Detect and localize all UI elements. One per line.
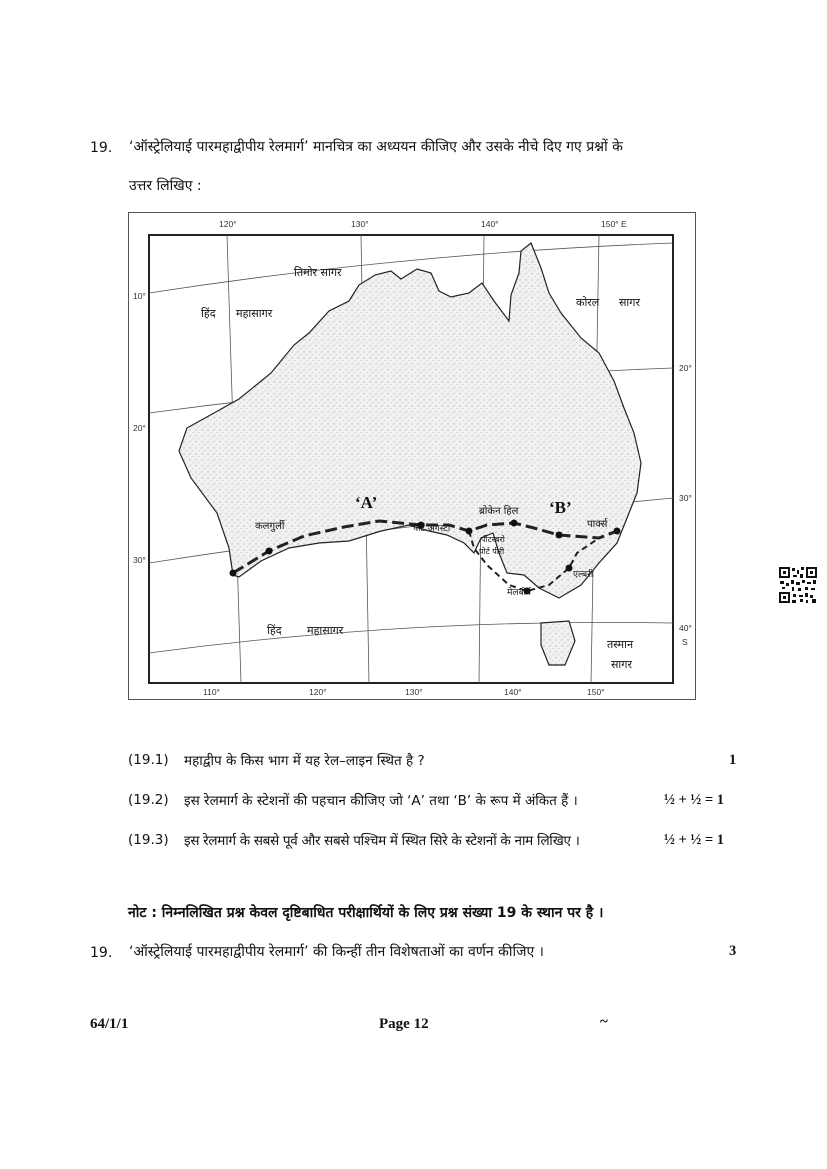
station-broken-hill: ब्रोकेन हिल bbox=[479, 506, 519, 517]
bottom-degree-110: 110° bbox=[203, 687, 220, 697]
station-dot-albury bbox=[566, 565, 573, 572]
station-dot-sydney bbox=[614, 528, 621, 535]
subq-2-number: (19.2) bbox=[128, 792, 169, 808]
station-dot-broken-hill bbox=[511, 520, 518, 527]
station-port-augusta: पोर्ट अगस्टा bbox=[413, 524, 451, 534]
right-degree-20: 20° bbox=[679, 363, 692, 373]
question-number: 19. bbox=[90, 140, 113, 156]
right-degree-30: 30° bbox=[679, 493, 692, 503]
alt-question-marks: 3 bbox=[729, 943, 737, 959]
alt-question-text: ‘ऑस्ट्रेलियाई पारमहाद्वीपीय रेलमार्ग’ की किन्हीं तीन विशेषताओं का वर्णन कीजिए । bbox=[129, 944, 544, 960]
subq-1-number: (19.1) bbox=[128, 752, 169, 768]
subq-2-text: इस रेलमार्ग के स्टेशनों की पहचान कीजिए जो ‘A’ तथा ‘B’ के रूप में अंकित हैं । bbox=[184, 793, 578, 809]
left-degree-20: 20° bbox=[133, 423, 146, 433]
label-coral-sea-1: कोरल bbox=[576, 296, 600, 309]
station-dot-parkes bbox=[556, 532, 563, 539]
australia-mainland bbox=[179, 243, 641, 598]
label-coral-sea-2: सागर bbox=[619, 296, 640, 309]
label-indian-ocean-top-2: महासागर bbox=[236, 307, 273, 320]
label-indian-ocean-bottom-1: हिंद bbox=[267, 624, 282, 637]
left-degree-10: 10° bbox=[133, 291, 146, 301]
bottom-degree-150: 150° bbox=[587, 687, 605, 697]
station-port-pirie: पोर्ट पीरी bbox=[479, 547, 505, 556]
question-text-line2: उत्तर लिखिए : bbox=[129, 178, 202, 194]
bottom-degree-140: 140° bbox=[504, 687, 522, 697]
right-degree-40: 40° bbox=[679, 623, 692, 633]
subq-1-marks: 1 bbox=[729, 752, 737, 768]
station-parkes: पार्क्स bbox=[587, 519, 608, 530]
label-indian-ocean-bottom-2: महासागर bbox=[307, 624, 344, 637]
label-tasman-sea-1: तस्मान bbox=[607, 638, 634, 651]
right-degree-s: S bbox=[682, 637, 688, 647]
label-timor-sea: तिमोर सागर bbox=[294, 266, 342, 279]
subq-1-text: महाद्वीप के किस भाग में यह रेल–लाइन स्थित है ? bbox=[184, 753, 425, 769]
note-text: नोट : निम्नलिखित प्रश्न केवल दृष्टिबाधित परीक्षार्थियों के लिए प्रश्न संख्या 19 के स्थान पर है । bbox=[128, 905, 604, 921]
top-degree-140: 140° bbox=[481, 219, 499, 229]
paper-code: 64/1/1 bbox=[90, 1016, 129, 1032]
label-indian-ocean-top-1: हिंद bbox=[201, 307, 216, 320]
subq-3-marks: ½ + ½ = 1 bbox=[664, 832, 725, 848]
qr-code-graphic bbox=[778, 566, 818, 604]
alt-question-number: 19. bbox=[90, 945, 113, 961]
station-dot-port-pirie bbox=[466, 528, 473, 535]
station-peterborough: पीटरबरो bbox=[481, 535, 505, 544]
station-dot-kalgoorlie bbox=[266, 548, 273, 555]
question-text-line1: ‘ऑस्ट्रेलियाई पारमहाद्वीपीय रेलमार्ग’ मानचित्र का अध्ययन कीजिए और उसके नीचे दिए गए प्रश्नों के bbox=[129, 139, 623, 155]
bottom-degree-120: 120° bbox=[309, 687, 327, 697]
subq-3-number: (19.3) bbox=[128, 832, 169, 848]
label-b: ‘B’ bbox=[549, 498, 572, 517]
page-number: Page 12 bbox=[379, 1016, 429, 1032]
top-degree-120: 120° bbox=[219, 219, 237, 229]
subq-3-text: इस रेलमार्ग के सबसे पूर्व और सबसे पश्चिम में स्थित सिरे के स्टेशनों के नाम लिखिए । bbox=[184, 833, 580, 849]
station-albury: एल्बरी bbox=[573, 570, 594, 580]
tasmania bbox=[541, 621, 575, 665]
left-degree-30: 30° bbox=[133, 555, 146, 565]
station-dot-west bbox=[230, 570, 237, 577]
label-a: ‘A’ bbox=[355, 493, 378, 512]
qr-code-icon bbox=[778, 566, 818, 604]
map-drawing bbox=[129, 213, 695, 699]
label-tasman-sea-2: सागर bbox=[611, 658, 632, 671]
top-degree-130: 130° bbox=[351, 219, 369, 229]
bottom-degree-130: 130° bbox=[405, 687, 423, 697]
top-degree-150: 150° E bbox=[601, 219, 627, 229]
footer-tilde: ~ bbox=[600, 1014, 608, 1030]
station-kalgoorlie: कलगुर्ली bbox=[255, 521, 285, 532]
australia-railway-map bbox=[128, 212, 696, 700]
station-melbourne: मेलबोर्न bbox=[507, 588, 531, 598]
subq-2-marks: ½ + ½ = 1 bbox=[664, 792, 725, 808]
